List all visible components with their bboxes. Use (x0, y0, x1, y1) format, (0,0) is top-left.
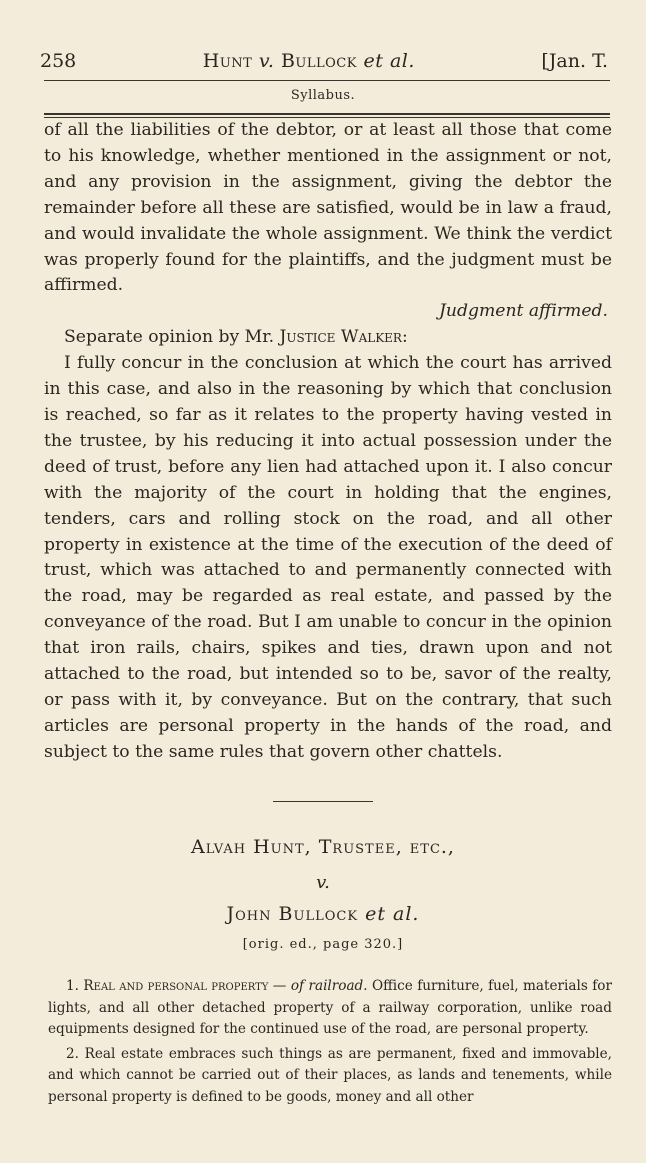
opinion-intro (44, 325, 612, 351)
headnote-1-heading: Real and personal property (83, 978, 269, 994)
running-case-party-1: Hunt (202, 50, 253, 72)
running-case-versus: v. (258, 50, 275, 72)
headnote-1-number: 1. (66, 978, 79, 994)
judge-name: Justice Walker (279, 327, 402, 348)
opinion-text (44, 118, 612, 766)
case-title: Alvah Hunt, Trustee, etc., (191, 836, 455, 858)
paragraph-2: I fully concur in the conclusion at which the court has arrived in this case, and also in the reasoning by which that conclusion is reached, so far as it relates to the property having vested in the trustee, by his reducing it into actual possession under the deed of trust, before any lien had attached upon it. I also concur with the majority of the court in holding that the engines, tenders, cars and rolling stock on the road, and all other property in existence at the time of the execution of the deed of trust, which was attached to and permanently connected with the road, may be regarded as real estate, and passed by the conveyance of the road. But I am unable to concur in the opinion that iron rails, chairs, spikes and ties, drawn upon and not attached to the road, but intended so to be, savor of the realty, or pass with it, by conveyance. But on the contrary, that such articles are personal property in the hands of the road, and subject to the same rules that govern other chattels. (44, 353, 612, 762)
headnote-2 (48, 1044, 612, 1109)
original-edition-reference: [orig. ed., page 320.] (242, 937, 404, 952)
term-label: [Jan. T. (541, 50, 608, 72)
defendant-suffix: et al. (365, 903, 420, 925)
section-divider (273, 801, 373, 802)
running-case-title (203, 50, 415, 72)
section-label: Syllabus. (290, 88, 356, 103)
headnote-2-text: Real estate embraces such things as are permanent, fixed and immovable, and which cannot be carried out of their places, as lands and tenements, while personal property is defined to be goods, money and all other (48, 1045, 612, 1105)
headnote-1-text: Office furniture, fuel, materials for lights, and all other detached property of a railway corporation, unlike road equipments designed for the continued use of the road, are personal property. (48, 978, 612, 1037)
opinion-intro-prefix: Separate opinion by Mr. (64, 327, 275, 348)
defendant-name: John Bullock (226, 903, 359, 925)
running-case-et-al: et al. (363, 50, 415, 72)
header-rule-top (44, 80, 610, 81)
headnote-2-number: 2. (66, 1045, 79, 1062)
opinion-intro-suffix: : (401, 327, 408, 348)
headnote-1-dash: — (268, 978, 291, 994)
judgment-signoff: Judgment affirmed. (439, 301, 608, 322)
headnote-1-subheading: of railroad. (290, 978, 368, 994)
running-header (40, 50, 608, 72)
case-versus: v. (316, 872, 330, 893)
running-case-party-2: Bullock (280, 50, 357, 72)
case-defendant (0, 903, 646, 925)
headnotes (48, 976, 612, 1111)
headnote-1 (48, 976, 612, 1041)
page-number: 258 (40, 50, 77, 72)
header-rule-thick (44, 113, 610, 115)
paragraph-1: of all the liabilities of the debtor, or at least all those that come to his knowledge, whether mentioned in the assignment or not, and any provision in the assignment, giving the debtor the remainder before all these are satisfied, would be in law a fraud, and would invalidate the whole assignment. We think the verdict was properly found for the plaintiffs, and the judgment must be affirmed. (44, 120, 612, 296)
